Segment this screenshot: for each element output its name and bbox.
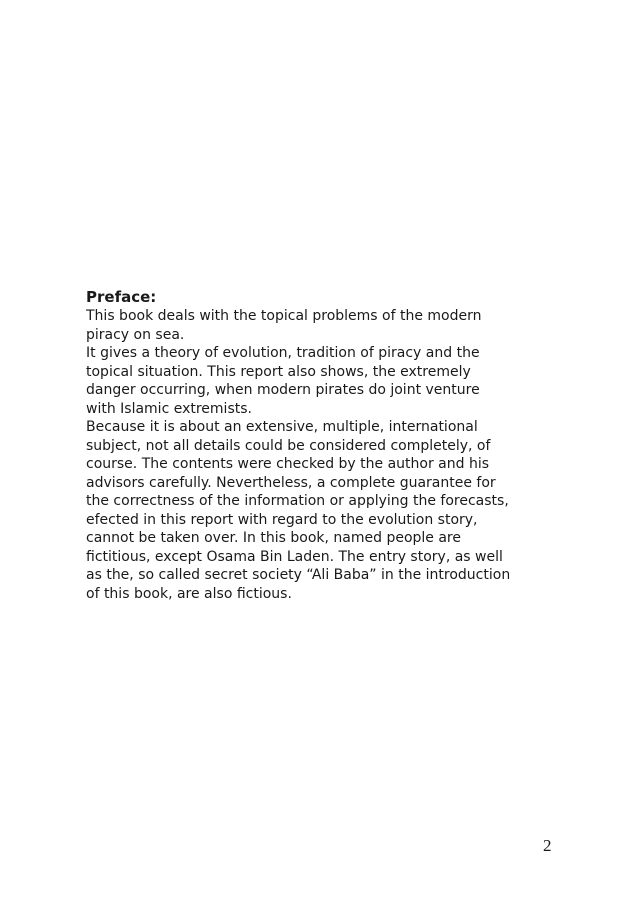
preface-line: course. The contents were checked by the author and his bbox=[86, 456, 490, 472]
preface-line: of this book, are also fictious. bbox=[86, 585, 292, 602]
preface-line: danger occurring, when modern pirates do joint venture bbox=[86, 382, 480, 398]
preface-line: Because it is about an extensive, multiple, international bbox=[86, 419, 478, 435]
preface-line: as the, so called secret society “Ali Baba” in the introduction bbox=[86, 567, 511, 583]
preface-heading: Preface: bbox=[86, 288, 157, 306]
preface-line: piracy on sea. bbox=[86, 326, 185, 343]
preface-line: advisors carefully. Nevertheless, a complete guarantee for bbox=[86, 474, 496, 491]
preface-line: topical situation. This report also shows, the extremely bbox=[86, 363, 471, 380]
preface-line: subject, not all details could be considered completely, of bbox=[86, 437, 491, 454]
preface-line: efected in this report with regard to the evolution story, bbox=[86, 511, 478, 528]
page-number: 2 bbox=[543, 836, 552, 855]
preface-line: It gives a theory of evolution, tradition of piracy and the bbox=[86, 345, 480, 361]
preface-body bbox=[86, 307, 566, 603]
preface-line: This book deals with the topical problems of the modern bbox=[86, 308, 482, 324]
preface-line: the correctness of the information or applying the forecasts, bbox=[86, 493, 509, 509]
preface-line: with Islamic extremists. bbox=[86, 400, 252, 417]
preface-line: fictitious, except Osama Bin Laden. The entry story, as well bbox=[86, 548, 503, 565]
preface-section bbox=[86, 287, 566, 603]
preface-line: cannot be taken over. In this book, named people are bbox=[86, 530, 461, 546]
